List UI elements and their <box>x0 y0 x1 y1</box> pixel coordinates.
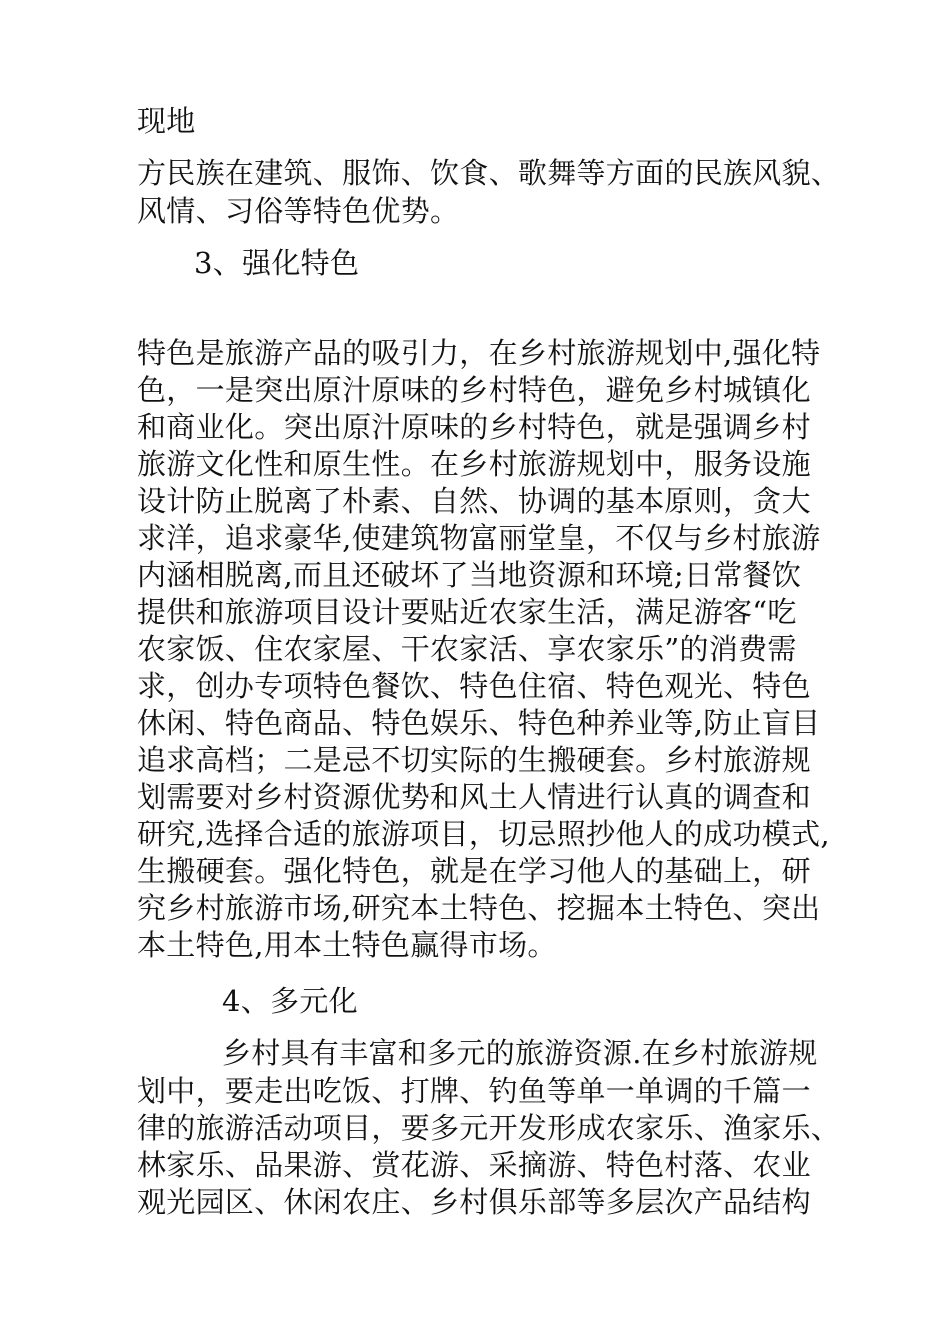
text-line: 特色是旅游产品的吸引力，在乡村旅游规划中,强化特 <box>137 336 821 370</box>
text-line: 究乡村旅游市场,研究本土特色、挖掘本土特色、突出 <box>137 891 821 925</box>
text-line: 林家乐、品果游、赏花游、采摘游、特色村落、农业 <box>137 1148 811 1182</box>
text-line: 和商业化。突出原汁原味的乡村特色，就是强调乡村 <box>137 410 811 444</box>
text-line: 农家饭、住农家屋、干农家活、享农家乐”的消费需 <box>137 632 797 666</box>
text-line: 本土特色,用本土特色赢得市场。 <box>137 928 557 962</box>
text-line: 划需要对乡村资源优势和风土人情进行认真的调查和 <box>137 780 811 814</box>
text-line: 旅游文化性和原生性。在乡村旅游规划中，服务设施 <box>137 447 811 481</box>
text-line: 内涵相脱离,而且还破坏了当地资源和环境;日常餐饮 <box>137 558 802 592</box>
section-heading-4: 4、多元化 <box>222 984 358 1018</box>
text-line: 设计防止脱离了朴素、自然、协调的基本原则，贪大 <box>137 484 811 518</box>
text-line: 求洋，追求豪华,使建筑物富丽堂皇，不仅与乡村旅游 <box>137 521 821 555</box>
text-line: 追求高档；二是忌不切实际的生搬硬套。乡村旅游规 <box>137 743 811 777</box>
text-line: 律的旅游活动项目，要多元开发形成农家乐、渔家乐、 <box>137 1111 841 1145</box>
text-line: 生搬硬套。强化特色，就是在学习他人的基础上，研 <box>137 854 811 888</box>
text-line: 观光园区、休闲农庄、乡村俱乐部等多层次产品结构 <box>137 1185 811 1219</box>
section-heading-3: 3、强化特色 <box>194 246 360 280</box>
text-line: 风情、习俗等特色优势。 <box>137 194 460 228</box>
text-line: 方民族在建筑、服饰、饮食、歌舞等方面的民族风貌、 <box>137 156 841 190</box>
text-line: 休闲、特色商品、特色娱乐、特色种养业等,防止盲目 <box>137 706 821 740</box>
text-line: 求，创办专项特色餐饮、特色住宿、特色观光、特色 <box>137 669 811 703</box>
text-line: 划中，要走出吃饭、打牌、钓鱼等单一单调的千篇一 <box>137 1074 811 1108</box>
text-line: 研究,选择合适的旅游项目，切忌照抄他人的成功模式, <box>137 817 830 851</box>
text-line: 提供和旅游项目设计要贴近农家生活，满足游客“吃 <box>137 595 797 629</box>
text-line: 色，一是突出原汁原味的乡村特色，避免乡村城镇化 <box>137 373 811 407</box>
text-line: 乡村具有丰富和多元的旅游资源.在乡村旅游规 <box>222 1036 818 1070</box>
text-line: 现地 <box>137 104 196 138</box>
